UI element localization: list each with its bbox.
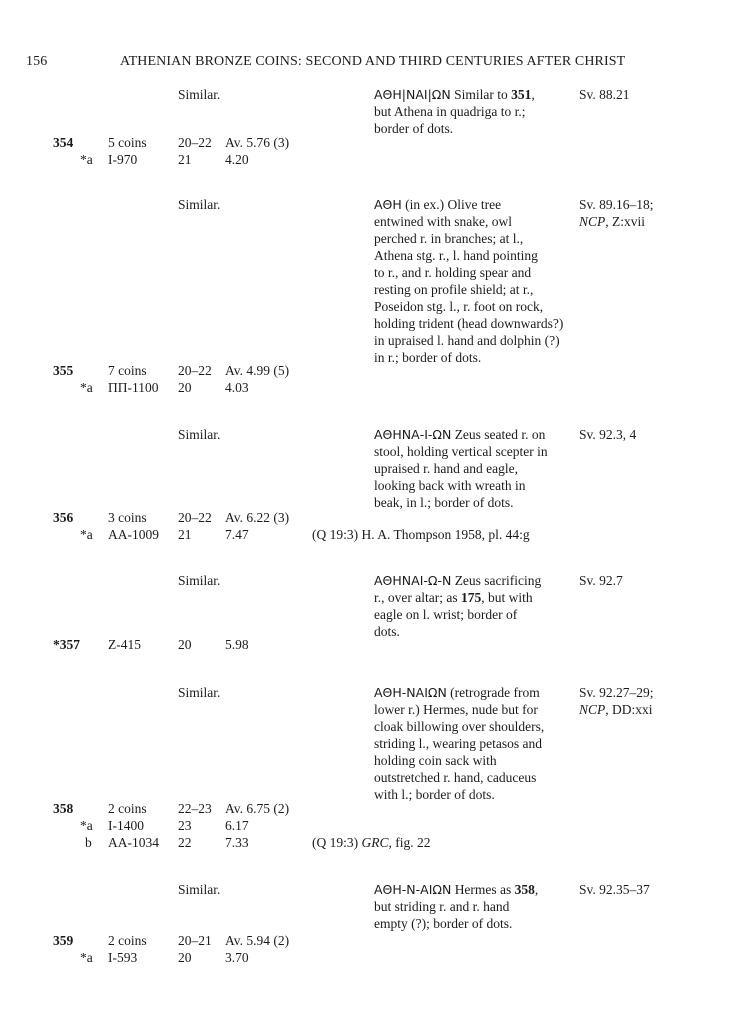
diameter: 20: [178, 637, 192, 652]
coin-count: 2 coins: [108, 933, 147, 948]
weight: 6.17: [225, 818, 249, 833]
reverse-description-line: entwined with snake, owl: [374, 214, 512, 229]
reference: NCP, DD:xxi: [579, 702, 653, 717]
reverse-description-line: lower r.) Hermes, nude but for: [374, 702, 538, 717]
reverse-description-line: r., over altar; as 175, but with: [374, 590, 533, 605]
reverse-description-line: holding coin sack with: [374, 753, 497, 768]
reverse-description-line: Athena stg. r., l. hand pointing: [374, 248, 538, 263]
coin-count: 3 coins: [108, 510, 147, 525]
reverse-description-line: to r., and r. holding spear and: [374, 265, 532, 280]
inventory-number: AA-1034: [108, 835, 159, 850]
diameter: 20–21: [178, 933, 212, 948]
reverse-description-line: ΑΘΗΝΑΙ-Ω-Ν Zeus sacrificing: [374, 573, 542, 588]
diameter: 23: [178, 818, 192, 833]
diameter: 20–22: [178, 135, 212, 150]
weight: 7.33: [225, 835, 249, 850]
reverse-legend: ΑΘΗΝΑ-Ι-ΩΝ: [374, 427, 452, 442]
catalog-number: 354: [53, 135, 74, 150]
reference: Sv. 92.7: [579, 573, 623, 588]
reverse-description-line: perched r. in branches; at l.,: [374, 231, 524, 246]
sub-letter: b: [85, 835, 92, 850]
obverse-description: Similar.: [178, 882, 221, 897]
catalog-number: 356: [53, 510, 74, 525]
reference: Sv. 92.27–29;: [579, 685, 654, 700]
reverse-legend: ΑΘΗ-ΝΑΙΩΝ: [374, 685, 447, 700]
obverse-description: Similar.: [178, 87, 221, 102]
inventory-number: I-1400: [108, 818, 144, 833]
weight: Av. 4.99 (5): [225, 363, 290, 378]
coin-count: 7 coins: [108, 363, 147, 378]
reference: Sv. 88.21: [579, 87, 630, 102]
sub-letter: *a: [80, 818, 93, 833]
diameter: 20–22: [178, 510, 212, 525]
weight: 4.20: [225, 152, 249, 167]
reverse-description-line: eagle on l. wrist; border of: [374, 607, 518, 622]
coin-count: 5 coins: [108, 135, 147, 150]
reverse-legend: ΑΘΗΝΑΙ-Ω-Ν: [374, 573, 452, 588]
catalog-number: *357: [53, 637, 80, 652]
reverse-legend: ΑΘΗ|ΝΑΙ|ΩΝ: [374, 87, 451, 102]
weight: 7.47: [225, 527, 249, 542]
coin-count: 2 coins: [108, 801, 147, 816]
reverse-description-line: cloak billowing over shoulders,: [374, 719, 545, 734]
reference: Sv. 89.16–18;: [579, 197, 654, 212]
diameter: 22: [178, 835, 192, 850]
reverse-description-line: border of dots.: [374, 121, 454, 136]
inventory-number: ΠΠ-1100: [108, 380, 159, 395]
weight: 3.70: [225, 950, 249, 965]
diameter: 22–23: [178, 801, 212, 816]
reverse-description-line: outstretched r. hand, caduceus: [374, 770, 537, 785]
inventory-number: I-593: [108, 950, 138, 965]
inventory-number: AA-1009: [108, 527, 159, 542]
reference: Sv. 92.3, 4: [579, 427, 637, 442]
publication-note: (Q 19:3) GRC, fig. 22: [312, 835, 431, 850]
reverse-description-line: Poseidon stg. l., r. foot on rock,: [374, 299, 544, 314]
reverse-description-line: with l.; border of dots.: [374, 787, 495, 802]
reverse-description-line: holding trident (head downwards?): [374, 316, 564, 331]
weight: Av. 6.22 (3): [225, 510, 290, 525]
reverse-description-line: ΑΘΗΝΑ-Ι-ΩΝ Zeus seated r. on: [374, 427, 546, 442]
reverse-description-line: empty (?); border of dots.: [374, 916, 513, 931]
reverse-description-line: in upraised l. hand and dolphin (?): [374, 333, 560, 348]
catalog-number: 355: [53, 363, 74, 378]
catalog-number: 358: [53, 801, 74, 816]
publication-note: (Q 19:3) H. A. Thompson 1958, pl. 44:g: [312, 527, 530, 542]
reverse-description-line: striding l., wearing petasos and: [374, 736, 542, 751]
running-title: ATHENIAN BRONZE COINS: SECOND AND THIRD CENTURIES AFTER CHRIST: [120, 54, 626, 69]
obverse-description: Similar.: [178, 197, 221, 212]
inventory-number: I-970: [108, 152, 138, 167]
diameter: 20–22: [178, 363, 212, 378]
obverse-description: Similar.: [178, 685, 221, 700]
diameter: 20: [178, 380, 192, 395]
sub-letter: *a: [80, 527, 93, 542]
inventory-number: Z-415: [108, 637, 141, 652]
reverse-description-line: but striding r. and r. hand: [374, 899, 510, 914]
reverse-description-line: ΑΘΗ-ΝΑΙΩΝ (retrograde from: [374, 685, 540, 700]
reverse-description-line: beak, in l.; border of dots.: [374, 495, 514, 510]
reverse-description-line: looking back with wreath in: [374, 478, 526, 493]
sub-letter: *a: [80, 152, 93, 167]
reference: Sv. 92.35–37: [579, 882, 650, 897]
sub-letter: *a: [80, 950, 93, 965]
diameter: 20: [178, 950, 192, 965]
reverse-description-line: resting on profile shield; at r.,: [374, 282, 534, 297]
weight: 5.98: [225, 637, 249, 652]
diameter: 21: [178, 527, 192, 542]
reverse-description-line: ΑΘΗ|ΝΑΙ|ΩΝ Similar to 351,: [374, 87, 535, 102]
reverse-description-line: ΑΘΗ-Ν-ΑΙΩΝ Hermes as 358,: [374, 882, 539, 897]
reverse-description-line: ΑΘΗ (in ex.) Olive tree: [374, 197, 502, 212]
reverse-description-line: stool, holding vertical scepter in: [374, 444, 548, 459]
reverse-legend: ΑΘΗ-Ν-ΑΙΩΝ: [374, 882, 452, 897]
reverse-description-line: upraised r. hand and eagle,: [374, 461, 518, 476]
page-number: 156: [26, 54, 48, 69]
reference: NCP, Z:xvii: [579, 214, 646, 229]
obverse-description: Similar.: [178, 427, 221, 442]
catalog-number: 359: [53, 933, 74, 948]
reverse-description-line: dots.: [374, 624, 400, 639]
reverse-description-line: in r.; border of dots.: [374, 350, 482, 365]
obverse-description: Similar.: [178, 573, 221, 588]
diameter: 21: [178, 152, 192, 167]
reverse-legend: ΑΘΗ: [374, 197, 402, 212]
sub-letter: *a: [80, 380, 93, 395]
weight: Av. 6.75 (2): [225, 801, 290, 816]
weight: Av. 5.94 (2): [225, 933, 290, 948]
weight: Av. 5.76 (3): [225, 135, 290, 150]
reverse-description-line: but Athena in quadriga to r.;: [374, 104, 526, 119]
weight: 4.03: [225, 380, 249, 395]
